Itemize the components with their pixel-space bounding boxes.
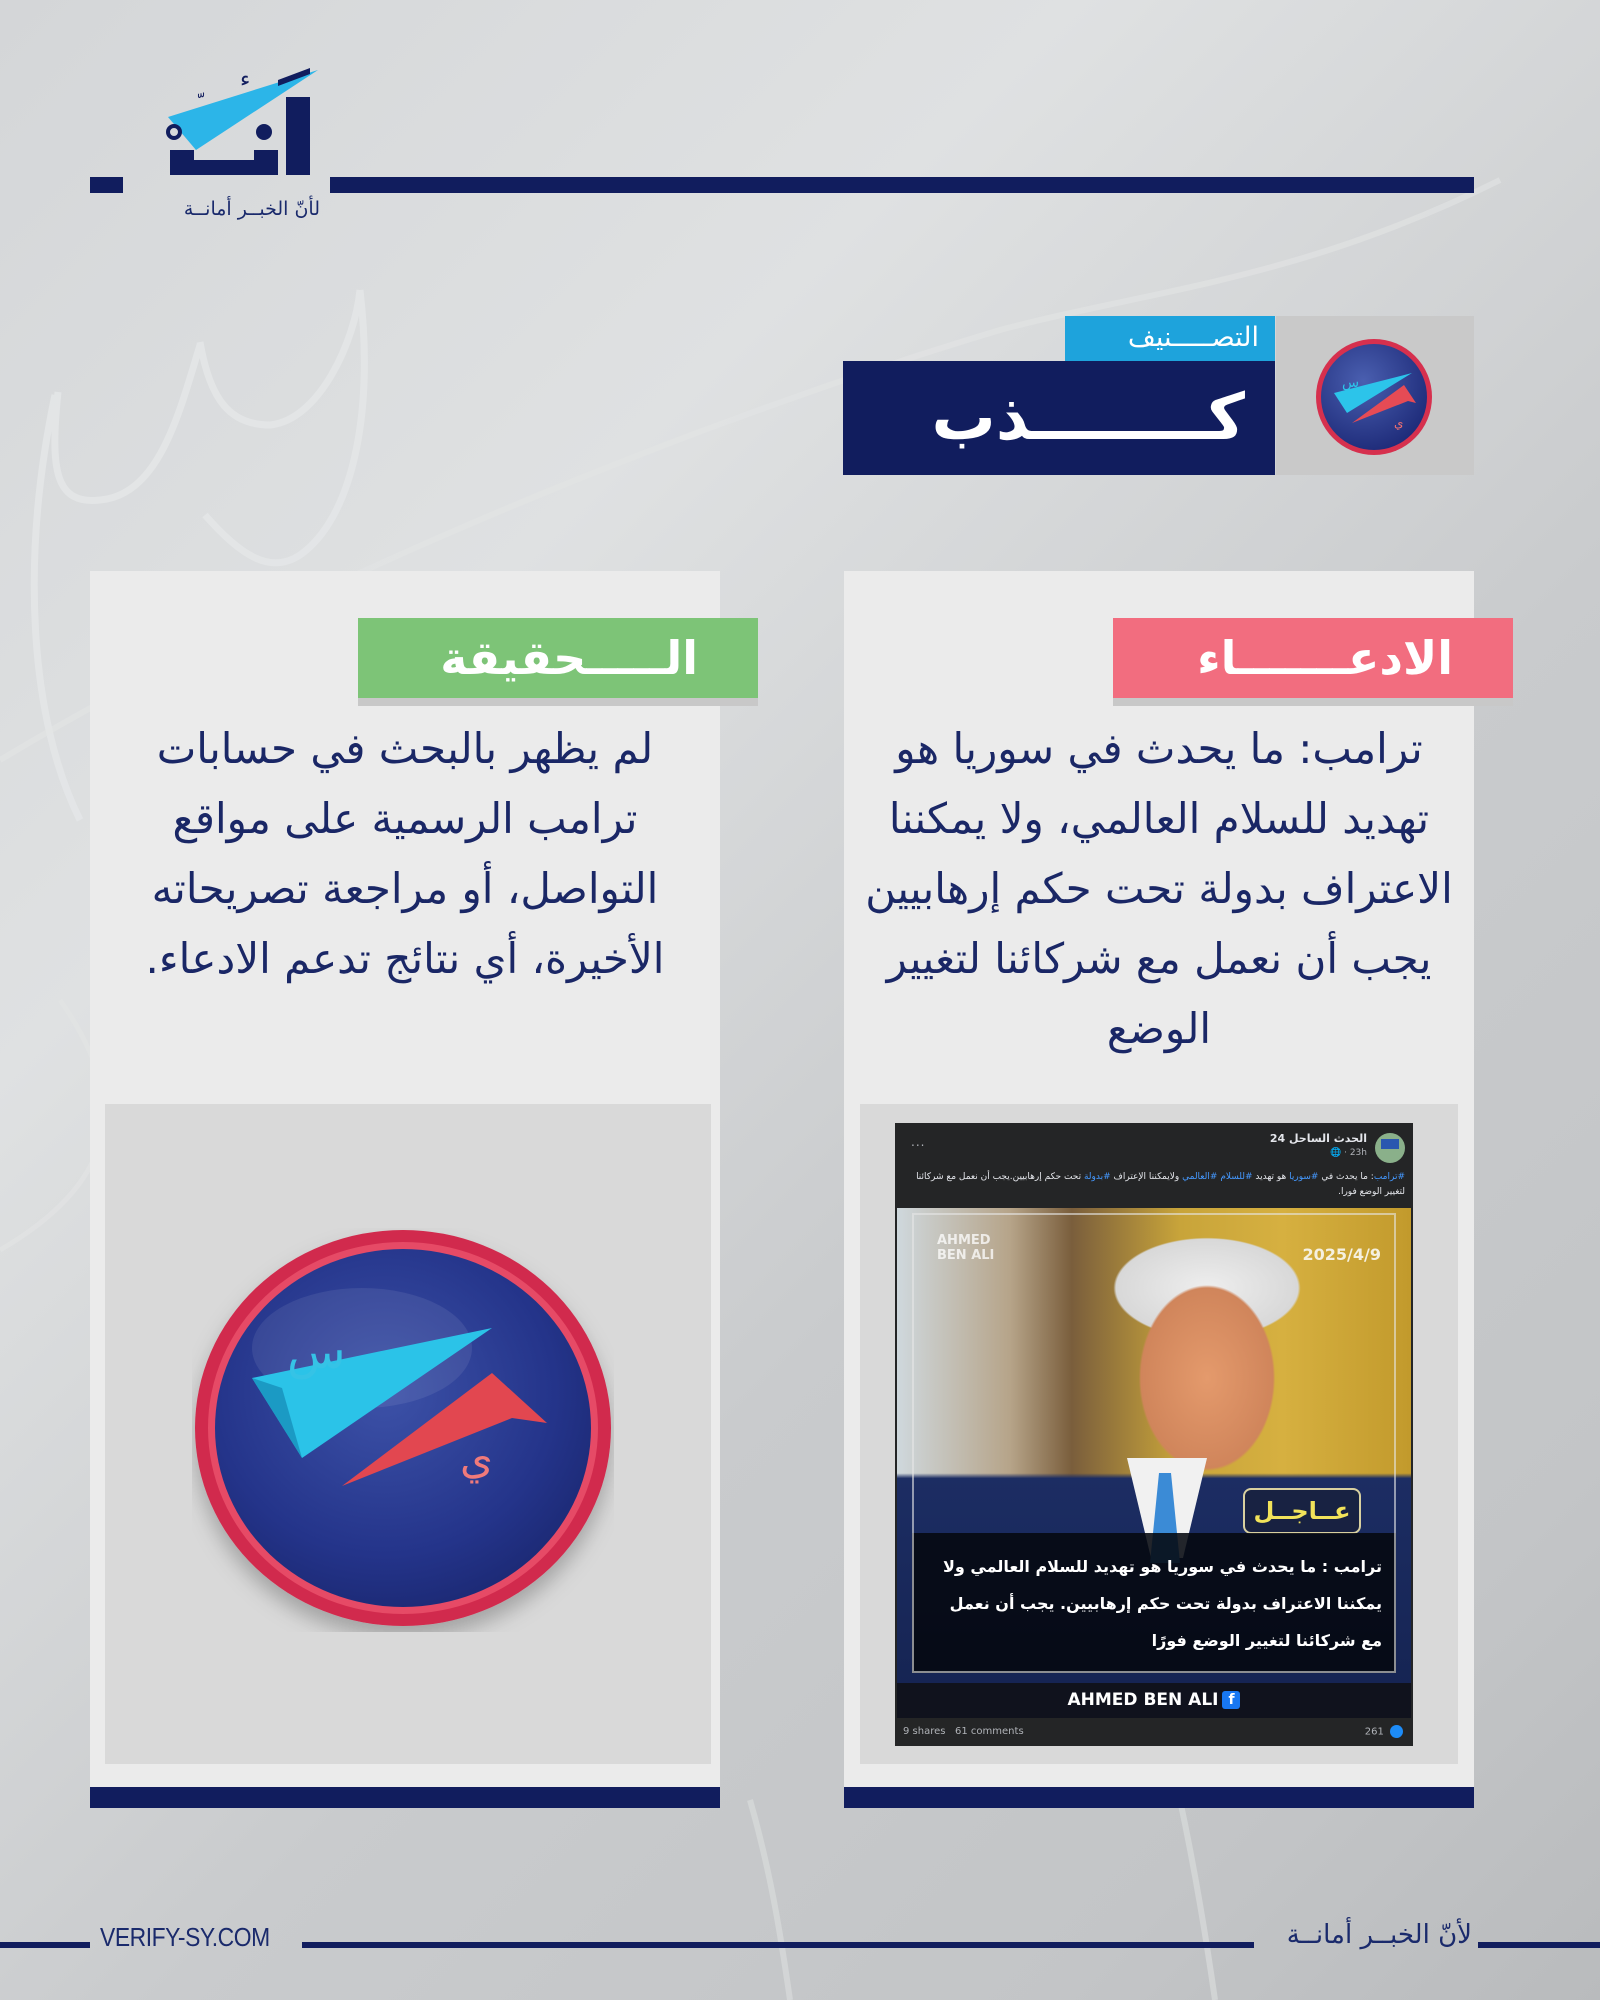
footer-line-middle [302, 1942, 1254, 1948]
fb-like-count: 261 [1365, 1725, 1403, 1738]
brand-tagline: لأنّ الخبــر أمانــة [183, 198, 320, 220]
classification-label: التصـــــنيف [1065, 316, 1275, 361]
photo-author-strip: AHMED BEN ALI f [897, 1683, 1411, 1718]
photo-overlay-text: ترامب : ما يحدث في سوريا هو تهديد للسلام العالمي ولا يمكننا الاعتراف بدولة تحت حكم إرهابيين. يجب أن نعمل مع شركائنا لتغيير الوضع فورًا [942, 1557, 1382, 1650]
urgent-badge: عــاجــل [1243, 1488, 1361, 1534]
svg-text:س: س [1342, 375, 1360, 391]
brand-logo-icon [128, 62, 326, 192]
footer-website: VERIFY-SY.COM [100, 1922, 270, 1952]
svg-text:ي: ي [460, 1434, 493, 1483]
svg-text:ّ [197, 92, 205, 98]
fb-post-stats: 9 shares 61 comments [903, 1726, 1024, 1737]
truth-label: الـــــحقيقة [358, 618, 758, 698]
classification-verdict: كــــــــذب [843, 361, 1275, 475]
header-dash [90, 177, 123, 193]
verify-seal-large-icon [192, 1228, 614, 1632]
truth-panel-bar [90, 1787, 720, 1808]
fb-page-name: الحدث الساحل 24 [1269, 1132, 1367, 1145]
svg-text:ء: ء [240, 67, 251, 92]
footer-line-right [1478, 1942, 1600, 1948]
verify-seal-icon [1312, 335, 1436, 459]
claim-panel-bar [844, 1787, 1474, 1808]
fb-post-caption: #ترامب: ما يحدث في #سوريا هو تهديد #للسلام #العالمي ولايمكننا الإعتراف #بدولة تحت حكم إرهابيين.يجب أن نعمل مع شركائنا لتغيير الوضع فورا. [916, 1172, 1405, 1197]
more-options-icon: ... [911, 1135, 926, 1149]
svg-text:ي: ي [1394, 416, 1404, 430]
fb-post-photo [897, 1208, 1411, 1718]
globe-icon: 🌐 [1330, 1148, 1342, 1158]
footer-tagline: لأنّ الخبــر أمانــة [1286, 1920, 1472, 1950]
claim-label: الادعـــــــاء [1113, 618, 1513, 698]
svg-text:س: س [287, 1324, 346, 1380]
fb-post-footer [895, 1718, 1413, 1746]
header-bar [330, 177, 1474, 193]
photo-date: 2025/4/9 [1302, 1245, 1381, 1264]
facebook-icon: f [1222, 1691, 1240, 1709]
fb-post-header [895, 1123, 1413, 1208]
fb-page-avatar [1375, 1133, 1405, 1163]
truth-text: لم يظهر بالبحث في حسابات ترامب الرسمية على مواقع التواصل، أو مراجعة تصريحاته الأخيرة، أي نتائج تدعم الادعاء. [145, 724, 665, 983]
fb-post-time: 🌐 · 23h [1330, 1148, 1367, 1158]
photo-watermark: AHMED BEN ALI [937, 1233, 995, 1263]
footer-line-left [0, 1942, 90, 1948]
facebook-post-screenshot [895, 1123, 1413, 1746]
claim-text: ترامب: ما يحدث في سوريا هو تهديد للسلام العالمي، ولا يمكننا الاعتراف بدولة تحت حكم إرهابيين يجب أن نعمل مع شركائنا لتغيير الوضع [865, 724, 1453, 1053]
like-icon [1390, 1725, 1403, 1738]
